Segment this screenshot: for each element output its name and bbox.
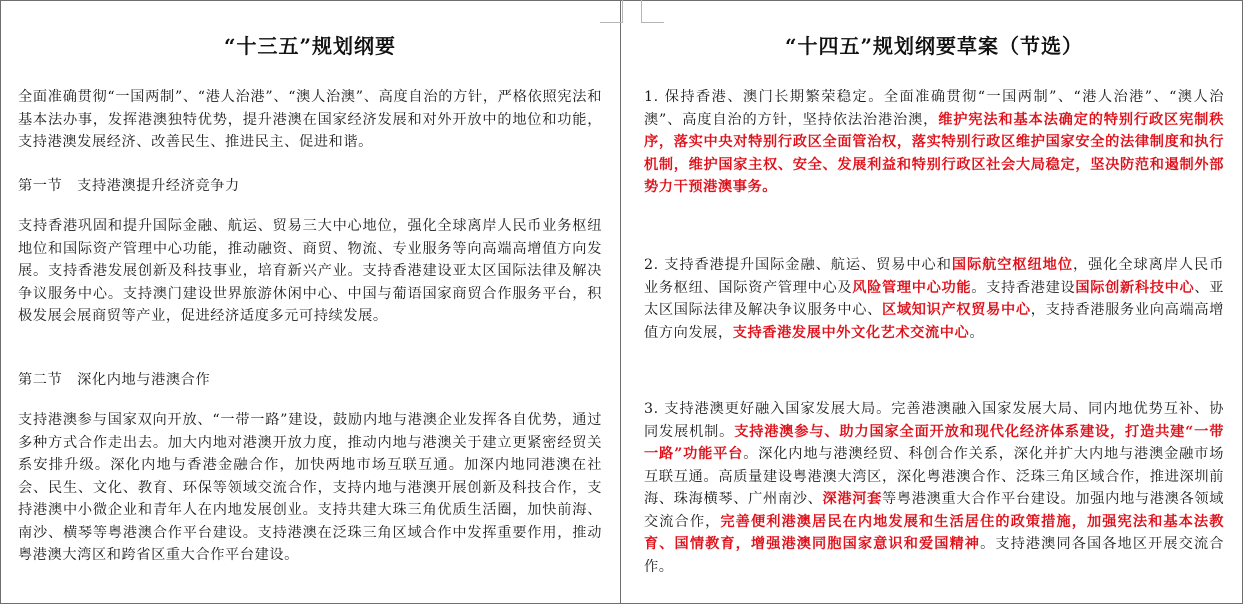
left-section1-heading: 第一节 支持港澳提升经济竞争力 bbox=[18, 178, 240, 194]
crop-mark-left bbox=[600, 0, 623, 23]
column-divider bbox=[620, 0, 621, 604]
p2-run: ，强化全球离岸人民币业务枢纽、国际资产管理中心及 bbox=[644, 257, 1224, 296]
p3-highlight: 完善便利港澳居民在内地发展和生活居住的政策措施，加强宪法和基本法教育、国情教育，增强港澳同胞国家意识和爱国精神 bbox=[644, 513, 1224, 552]
left-section2-heading: 第二节 深化内地与港澳合作 bbox=[18, 372, 211, 388]
right-title: “十四五”规划纲要草案（节选） bbox=[784, 34, 1083, 58]
left-section2-paragraph: 支持港澳参与国家双向开放、“一带一路”建设，鼓励内地与港澳企业发挥各自优势，通过多种方式合作走出去。加大内地对港澳开放力度，推动内地与港澳关于建立更紧密经贸关系安排升级。深化内地与香港金融合作，加快两地市场互联互通。加深内地同港澳在社会、民生、文化、教育、环保等领域交流合作，支持内地与港澳开展创新及科技合作，支持港澳中小微企业和青年人在内地发展创业。支持共建大珠三角优质生活圈，加快前海、南沙、横琴等粤港澳合作平台建设。支持港澳在泛珠三角区域合作中发挥重要作用，推动粤港澳大湾区和跨省区重大合作平台建设。 bbox=[18, 412, 602, 563]
p2-run: 2. 支持香港提升国际金融、航运、贸易中心和 bbox=[644, 257, 952, 273]
left-title: “十三五”规划纲要 bbox=[223, 34, 396, 58]
left-column-13th-plan bbox=[18, 0, 602, 604]
p3-run: 等粤港澳重大合作平台建设。加强内地与港澳各领域交流合作， bbox=[644, 491, 1224, 530]
p2-highlight: 风险管理中心功能 bbox=[852, 279, 972, 296]
p2-highlight: 区域知识产权贸易中心 bbox=[881, 302, 1031, 318]
p3-run: 3. 支持港澳更好融入国家发展大局。完善港澳融入国家发展大局、同内地优势互补、协同发展机制。 bbox=[644, 401, 1224, 440]
p2-highlight: 国际航空枢纽地位 bbox=[951, 257, 1073, 273]
p2-run: ，支持香港服务业向高端高增值方向发展， bbox=[644, 302, 1224, 341]
right-paragraph-1 bbox=[644, 86, 1224, 199]
right-paragraph-3 bbox=[644, 398, 1224, 578]
left-intro-paragraph: 全面准确贯彻“一国两制”、“港人治港”、“澳人治澳”、高度自治的方针，严格依照宪法和基本法办事，发挥港澳独特优势，提升港澳在国家经济发展和对外开放中的地位和功能，支持港澳发展经济、改善民生、推进民主、促进和谐。 bbox=[18, 89, 602, 150]
right-column-14th-plan bbox=[644, 0, 1224, 604]
p2-run: 、亚太区国际法律及解决争议服务中心、 bbox=[644, 279, 1224, 318]
p3-highlight: 深港河套 bbox=[822, 491, 882, 507]
right-paragraph-2 bbox=[644, 254, 1224, 344]
p1-run: 1. 保持香港、澳门长期繁荣稳定。全面准确贯彻“一国两制”、“港人治港”、“澳人治澳”、高度自治的方针，坚持依法治港治澳， bbox=[644, 89, 1224, 128]
p2-highlight: 支持香港发展中外文化艺术交流中心 bbox=[732, 324, 970, 341]
left-section1-paragraph: 支持香港巩固和提升国际金融、航运、贸易三大中心地位，强化全球离岸人民币业务枢纽地位和国际资产管理中心功能，推动融资、商贸、物流、专业服务等向高端高增值方向发展。支持香港发展创新及科技事业，培育新兴产业。支持香港建设亚太区国际法律及解决争议服务中心。支持澳门建设世界旅游休闲中心、中国与葡语国家商贸合作服务平台，积极发展会展商贸等产业，促进经济适度多元可持续发展。 bbox=[18, 218, 602, 324]
p3-highlight: 支持港澳参与、助力国家全面开放和现代化经济体系建设，打造共建“一带一路”功能平台 bbox=[644, 423, 1224, 462]
p2-highlight: 国际创新科技中心 bbox=[1075, 279, 1195, 296]
p2-run: 。支持香港建设 bbox=[971, 279, 1076, 296]
p3-run: 。支持港澳同各国各地区开展交流合作。 bbox=[644, 536, 1224, 575]
p2-run: 。 bbox=[969, 324, 985, 341]
p3-run: 。深化内地与港澳经贸、科创合作关系，深化并扩大内地与港澳金融市场互联互通。高质量建设粤港澳大湾区，深化粤港澳合作、泛珠三角区域合作，推进深圳前海、珠海横琴、广州南沙、 bbox=[644, 446, 1224, 507]
p1-highlight: 维护宪法和基本法确定的特别行政区宪制秩序，落实中央对特别行政区全面管治权，落实特别行政区维护国家安全的法律制度和执行机制，维护国家主权、安全、发展利益和特别行政区社会大局稳定，坚决防范和遏制外部势力干预港澳事务。 bbox=[644, 111, 1224, 195]
